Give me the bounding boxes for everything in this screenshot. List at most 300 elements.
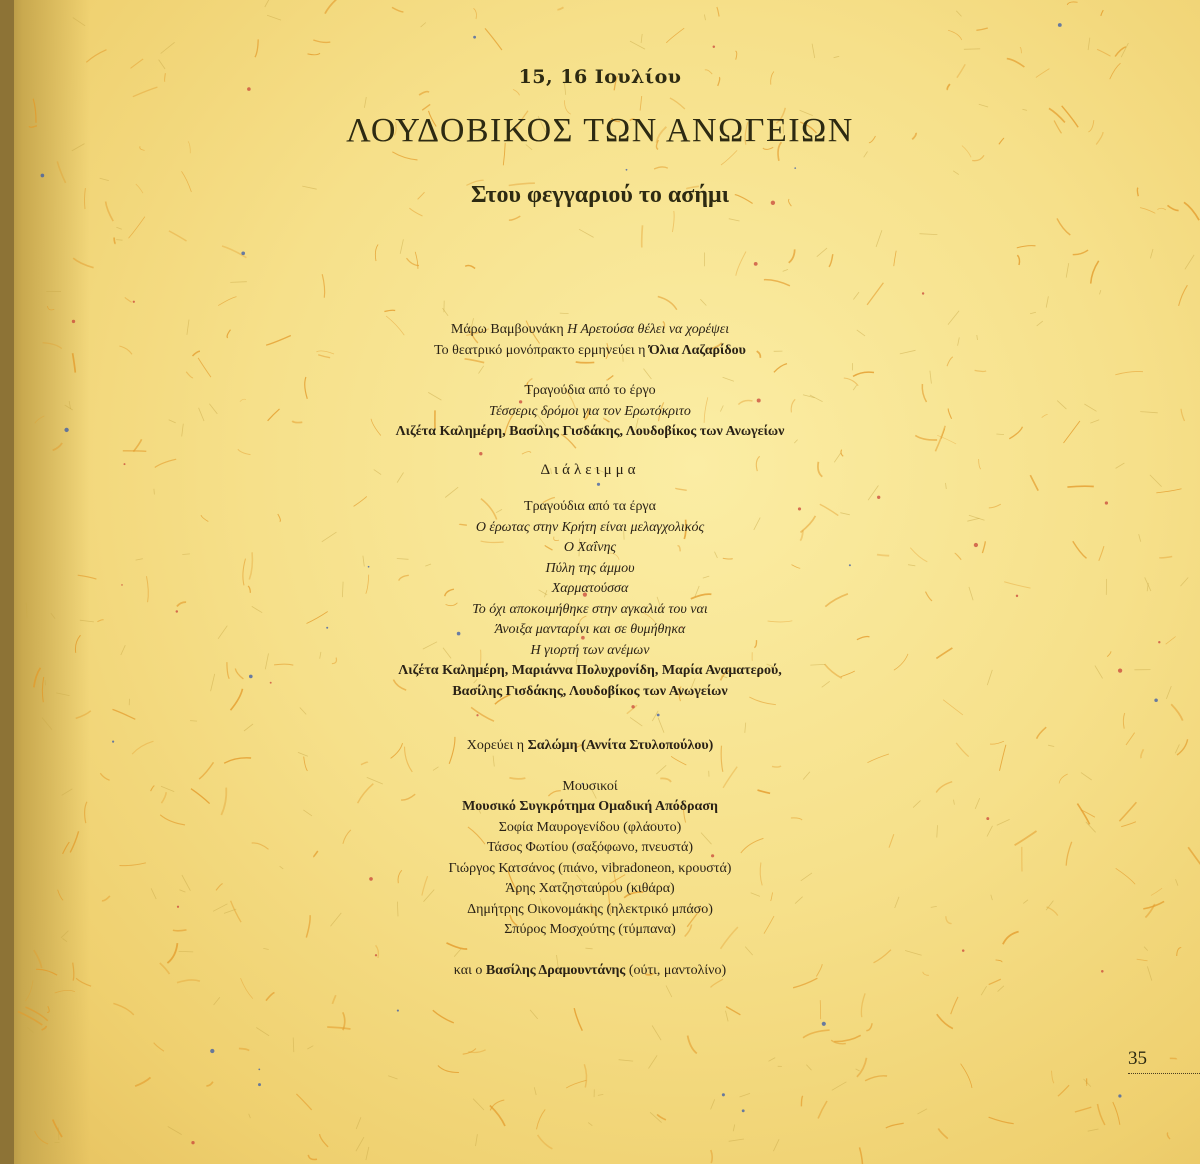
- paper-fiber: [313, 40, 330, 42]
- paper-fiber: [948, 409, 951, 419]
- paper-fiber-faint: [832, 1082, 847, 1091]
- paper-fiber-faint: [244, 724, 253, 731]
- paper-fiber-faint: [773, 1139, 779, 1151]
- paper-fleck: [626, 169, 628, 171]
- paper-fiber: [85, 802, 87, 823]
- paper-fiber-faint: [182, 424, 184, 437]
- paper-fiber: [726, 1007, 740, 1015]
- paper-fiber: [201, 515, 208, 522]
- paper-fiber: [318, 355, 330, 358]
- paper-fiber-faint: [817, 248, 827, 257]
- paper-fiber: [989, 1117, 1014, 1124]
- paper-fiber-faint: [918, 1109, 928, 1114]
- paper-fiber-faint: [1144, 947, 1148, 951]
- paper-fiber: [193, 351, 201, 356]
- paper-fiber: [654, 167, 668, 169]
- paper-fiber: [566, 1080, 586, 1088]
- paper-fleck: [1158, 641, 1160, 643]
- paper-fiber-faint: [991, 895, 993, 900]
- paper-fiber-faint: [63, 939, 68, 942]
- paper-fleck: [986, 817, 989, 820]
- paper-fiber: [392, 152, 417, 160]
- paper-fiber-faint: [116, 240, 122, 241]
- paper-fiber: [1159, 557, 1172, 558]
- paper-fiber-faint: [987, 826, 993, 837]
- paper-fiber: [307, 612, 328, 624]
- paper-fleck: [258, 1083, 261, 1086]
- paper-fiber: [910, 548, 927, 562]
- paper-fiber-faint: [711, 1099, 715, 1109]
- paper-fiber-faint: [1150, 249, 1153, 258]
- paper-fiber-faint: [953, 171, 959, 175]
- paper-fiber: [155, 459, 176, 467]
- paper-fiber: [961, 1064, 972, 1088]
- guest-instruments: (ούτι, μαντολίνο): [628, 962, 727, 978]
- paper-fiber-faint: [1150, 475, 1162, 487]
- paper-fiber: [943, 700, 963, 715]
- guest-prefix: και ο: [453, 962, 483, 978]
- paper-fiber: [1166, 637, 1176, 645]
- paper-fiber-faint: [169, 420, 176, 423]
- paper-fiber-faint: [263, 948, 268, 949]
- paper-fiber-faint: [579, 229, 594, 237]
- paper-fiber: [120, 863, 146, 866]
- paper-fiber: [325, 0, 343, 14]
- paper-fiber: [332, 995, 335, 1004]
- paper-fiber: [989, 504, 1001, 508]
- paper-fiber-faint: [783, 269, 788, 271]
- paper-fiber: [1097, 49, 1110, 56]
- paper-fleck: [473, 36, 476, 39]
- paper-fiber: [866, 1023, 872, 1030]
- paper-fiber-faint: [211, 674, 215, 691]
- musician: Άρης Χατζησταύρου (κιθάρα): [505, 881, 675, 896]
- musician: Γιώργος Κατσάνος (πιάνο, vibradoneon, κρουστά): [448, 860, 732, 876]
- paper-fiber-faint: [948, 311, 959, 325]
- paper-fiber-faint: [969, 587, 973, 600]
- paper-fiber-faint: [300, 708, 306, 715]
- paper-fiber: [224, 758, 251, 763]
- paper-fiber: [76, 978, 91, 986]
- paper-fiber-faint: [267, 15, 281, 20]
- paper-fiber-faint: [1166, 686, 1171, 699]
- paper-fiber: [327, 1027, 350, 1029]
- paper-fiber-faint: [218, 626, 227, 639]
- paper-fiber: [100, 773, 109, 780]
- paper-fiber-faint: [366, 1147, 369, 1160]
- paper-fiber: [938, 1129, 948, 1139]
- paper-fiber: [73, 353, 76, 372]
- paper-fiber: [658, 297, 677, 310]
- paper-fiber: [947, 357, 953, 366]
- paper-fiber-faint: [931, 906, 937, 907]
- paper-fiber-faint: [964, 49, 980, 50]
- paper-fiber: [1170, 1058, 1177, 1059]
- paper-fiber: [278, 514, 281, 522]
- part1-author: Μάρω Βαμβουνάκη: [450, 322, 564, 337]
- paper-fiber-faint: [996, 434, 1004, 435]
- paper-fiber-faint: [154, 489, 155, 495]
- paper-fiber: [306, 915, 310, 937]
- paper-fiber: [982, 541, 985, 553]
- paper-fiber: [1101, 10, 1103, 16]
- paper-fiber-faint: [729, 219, 740, 221]
- part1-author-line: [330, 320, 850, 341]
- part1-performer: Όλια Λαζαρίδου: [648, 342, 746, 358]
- paper-fiber-faint: [443, 308, 449, 316]
- paper-fleck: [121, 584, 123, 586]
- paper-fiber-faint: [1057, 401, 1066, 410]
- paper-fleck: [877, 496, 880, 499]
- paper-fiber: [956, 743, 969, 757]
- paper-fiber-faint: [812, 44, 815, 58]
- paper-fiber-faint: [1086, 822, 1096, 833]
- paper-fiber: [35, 1131, 49, 1144]
- musician: Τάσος Φωτίου (σαξόφωνο, πνευστά): [486, 840, 694, 855]
- paper-fleck: [112, 741, 114, 743]
- paper-fiber: [834, 1035, 860, 1041]
- paper-fiber: [433, 1010, 454, 1023]
- paper-fiber-faint: [298, 752, 308, 756]
- paper-fiber: [923, 972, 929, 976]
- part3-work: Το όχι αποκοιμήθηκε στην αγκαλιά του ναι: [472, 601, 708, 617]
- paper-fiber: [976, 28, 987, 30]
- paper-fiber: [151, 786, 155, 791]
- paper-fiber: [972, 155, 984, 160]
- paper-fleck: [1118, 1094, 1121, 1097]
- paper-fiber: [76, 711, 91, 719]
- paper-fiber: [666, 28, 684, 43]
- paper-fleck: [258, 1069, 260, 1071]
- paper-fiber: [1015, 831, 1037, 845]
- page-subtitle: Στου φεγγαριού το ασήμι: [470, 182, 730, 208]
- paper-fiber: [313, 851, 318, 857]
- paper-fleck: [794, 167, 796, 169]
- paper-fiber: [308, 1155, 317, 1160]
- paper-fleck: [822, 1022, 826, 1026]
- paper-fiber: [509, 216, 520, 220]
- paper-fiber: [1057, 218, 1070, 235]
- paper-fiber: [865, 1076, 887, 1081]
- paper-fiber: [829, 254, 833, 267]
- paper-fiber: [320, 1134, 329, 1147]
- paper-fiber: [874, 950, 892, 963]
- paper-fiber-faint: [116, 227, 121, 229]
- part3-performers-line2: Βασίλης Γισδάκης, Λουδοβίκος των Ανωγείων: [452, 683, 728, 699]
- paper-fiber: [474, 8, 477, 19]
- paper-fiber-faint: [857, 330, 865, 336]
- paper-fiber-faint: [265, 0, 269, 7]
- paper-fiber: [231, 901, 242, 923]
- paper-fiber: [1009, 427, 1022, 439]
- part3-work: Ο Χαΐνης: [563, 540, 617, 555]
- paper-fiber-faint: [151, 888, 156, 899]
- paper-fiber: [1017, 255, 1019, 265]
- paper-fiber-faint: [356, 1137, 364, 1151]
- paper-fiber: [97, 620, 103, 622]
- paper-fiber-faint: [975, 798, 980, 809]
- paper-fiber-faint: [666, 986, 672, 998]
- paper-fiber: [1067, 486, 1093, 487]
- paper-fiber: [58, 890, 64, 901]
- paper-fiber: [490, 1106, 505, 1127]
- paper-fiber: [877, 555, 889, 556]
- paper-fiber-faint: [981, 986, 986, 995]
- paper-fiber-faint: [1139, 534, 1141, 542]
- paper-fiber-faint: [834, 56, 840, 57]
- paper-fiber: [1141, 749, 1144, 758]
- paper-fiber: [820, 1000, 821, 1019]
- paper-fiber: [717, 7, 719, 16]
- paper-fiber: [853, 372, 874, 376]
- paper-fiber: [937, 1014, 953, 1028]
- paper-fiber-faint: [876, 230, 882, 247]
- paper-fiber: [537, 1109, 546, 1129]
- paper-fiber-faint: [179, 951, 194, 952]
- paper-fiber: [736, 252, 746, 276]
- paper-fiber: [818, 1101, 827, 1118]
- paper-fiber: [657, 1114, 666, 1120]
- paper-fiber-faint: [864, 152, 868, 158]
- paper-fiber: [936, 782, 952, 793]
- paper-fiber: [78, 575, 97, 579]
- paper-fiber: [935, 426, 945, 452]
- paper-fiber-faint: [100, 178, 109, 180]
- paper-fiber-faint: [908, 565, 915, 566]
- paper-fiber: [915, 435, 937, 440]
- paper-fiber-faint: [641, 34, 642, 43]
- paper-fiber-faint: [168, 1127, 182, 1135]
- paper-fiber: [584, 1064, 586, 1087]
- paper-fiber-faint: [161, 42, 175, 53]
- paper-fiber: [642, 225, 643, 247]
- paper-fiber-faint: [161, 786, 174, 791]
- paper-fiber: [1058, 1085, 1069, 1096]
- paper-fiber: [419, 92, 429, 95]
- paper-fiber-faint: [895, 897, 899, 908]
- paper-fiber: [990, 741, 1004, 744]
- paper-fiber: [154, 1043, 164, 1052]
- paper-fiber: [1119, 802, 1136, 821]
- paper-fiber-faint: [806, 1065, 811, 1071]
- page-number-rule: [1128, 1073, 1200, 1074]
- paper-fleck: [974, 543, 978, 547]
- paper-fiber: [123, 451, 147, 452]
- paper-fiber: [889, 834, 894, 848]
- paper-fiber: [239, 1049, 249, 1051]
- paper-fiber-faint: [726, 1011, 729, 1022]
- paper-fiber: [721, 150, 737, 165]
- paper-fiber-faint: [1100, 290, 1101, 294]
- paper-fiber: [114, 238, 115, 244]
- musical-ensemble: Μουσικό Συγκρότημα Ομαδική Απόδραση: [462, 799, 718, 814]
- part3-work: Ο έρωτας στην Κρήτη είναι μελαγχολικός: [475, 519, 705, 535]
- paper-fiber-faint: [280, 866, 284, 869]
- paper-fiber: [86, 50, 106, 63]
- paper-fiber: [384, 310, 395, 311]
- paper-fiber: [415, 252, 418, 269]
- paper-fiber: [266, 993, 275, 1001]
- paper-fiber: [803, 1030, 830, 1038]
- paper-fiber: [1000, 745, 1006, 771]
- paper-fiber-faint: [997, 819, 1010, 825]
- paper-fiber-faint: [1090, 420, 1099, 423]
- paper-fiber: [177, 980, 200, 983]
- paper-fleck: [713, 45, 715, 47]
- paper-fiber-faint: [560, 313, 569, 314]
- paper-fiber: [147, 576, 149, 602]
- paper-fiber: [948, 30, 962, 40]
- paper-fleck: [922, 292, 924, 294]
- paper-fiber: [465, 265, 475, 268]
- paper-fiber: [296, 1094, 311, 1110]
- paper-fiber: [42, 1026, 47, 1030]
- paper-fiber-faint: [136, 559, 143, 560]
- paper-fiber: [1073, 250, 1088, 255]
- paper-fiber-faint: [1185, 255, 1194, 269]
- part3-work: Χαρματούσσα: [551, 581, 629, 596]
- paper-fiber-faint: [704, 15, 705, 21]
- paper-fiber-faint: [182, 875, 191, 891]
- paper-fiber-faint: [56, 693, 69, 696]
- paper-fiber: [1042, 414, 1048, 417]
- paper-fiber: [375, 245, 378, 262]
- paper-fiber-faint: [51, 613, 55, 619]
- paper-fiber: [1126, 733, 1135, 745]
- paper-fiber: [438, 1066, 459, 1073]
- paper-fiber: [1067, 2, 1077, 5]
- paper-fiber: [235, 669, 243, 679]
- paper-fiber-faint: [652, 1026, 661, 1041]
- paper-fiber-faint: [209, 404, 217, 414]
- paper-fiber-faint: [969, 515, 985, 520]
- paper-fiber: [672, 211, 674, 232]
- paper-fiber: [867, 283, 883, 305]
- paper-fiber: [1121, 822, 1136, 827]
- paper-fiber: [42, 677, 43, 702]
- paper-fiber: [227, 662, 229, 679]
- paper-fleck: [133, 301, 135, 303]
- paper-fiber: [304, 757, 308, 771]
- part2-intro: Τραγούδια από το έργο: [524, 383, 656, 398]
- paper-fiber: [34, 950, 42, 968]
- paper-fiber: [125, 297, 132, 302]
- paper-fiber-faint: [256, 1028, 269, 1036]
- paper-fiber-faint: [534, 1087, 536, 1095]
- paper-fiber: [574, 1008, 582, 1031]
- paper-fleck: [1118, 668, 1122, 672]
- part3-work: Η γιορτή των ανέμων: [530, 642, 650, 658]
- paper-fiber: [53, 443, 62, 450]
- paper-fiber: [73, 963, 74, 981]
- paper-fiber-faint: [1095, 666, 1103, 679]
- paper-fiber: [129, 217, 145, 239]
- paper-fiber: [55, 990, 75, 993]
- paper-fiber: [857, 637, 870, 640]
- paper-fiber-faint: [598, 1094, 603, 1095]
- paper-fiber: [1047, 907, 1058, 916]
- paper-fiber: [119, 346, 132, 354]
- paper-fiber: [102, 896, 110, 901]
- paper-fiber: [1116, 868, 1136, 884]
- musician: Σπύρος Μοσχούτης (τύμπανα): [504, 922, 676, 937]
- paper-fleck: [1154, 699, 1158, 703]
- paper-fiber: [227, 330, 230, 338]
- paper-fiber-faint: [293, 1038, 294, 1053]
- paper-fiber: [1167, 1133, 1170, 1140]
- paper-fiber: [1091, 261, 1099, 284]
- paper-fiber-faint: [1140, 412, 1157, 413]
- paper-fiber: [70, 831, 78, 852]
- paper-fiber: [951, 997, 958, 1014]
- paper-fiber: [857, 1058, 867, 1077]
- paper-fiber: [198, 358, 211, 377]
- paper-fiber-faint: [913, 801, 920, 808]
- paper-fiber-faint: [1181, 578, 1189, 587]
- paper-fleck: [64, 428, 68, 432]
- paper-fiber-faint: [190, 721, 197, 722]
- paper-fiber: [133, 87, 158, 97]
- paper-fiber: [216, 884, 223, 891]
- paper-fiber-faint: [73, 18, 85, 26]
- paper-fiber-faint: [530, 1010, 538, 1019]
- guest-musician-line: [330, 961, 850, 982]
- paper-fiber-faint: [364, 97, 366, 108]
- paper-fiber-faint: [65, 405, 73, 410]
- paper-fiber: [789, 249, 795, 262]
- part1-work: Η Αρετούσα θέλει να χορέψει: [567, 322, 730, 337]
- paper-fiber-faint: [224, 909, 236, 913]
- part3-work: Πύλη της άμμου: [545, 560, 635, 576]
- paper-fiber: [409, 208, 422, 216]
- paper-fiber: [36, 969, 57, 975]
- paper-fiber: [670, 98, 685, 109]
- paper-fiber: [538, 1135, 553, 1149]
- part1-performer-line: [330, 341, 850, 362]
- paper-fiber-faint: [187, 320, 189, 335]
- paper-fiber-faint: [252, 606, 262, 612]
- paper-fiber: [243, 559, 246, 586]
- intermission-label: Διάλειμμα: [540, 461, 640, 478]
- paper-fleck: [1105, 501, 1108, 504]
- paper-fiber-faint: [400, 239, 403, 254]
- paper-fiber: [736, 51, 737, 60]
- paper-fiber-faint: [473, 1099, 484, 1110]
- paper-fiber-faint: [303, 810, 312, 816]
- paper-fiber-faint: [1121, 43, 1128, 57]
- paper-fiber-faint: [979, 104, 988, 107]
- paper-fiber: [221, 788, 226, 815]
- dance-line: [330, 736, 850, 757]
- paper-fleck: [326, 627, 328, 629]
- paper-fiber-faint: [588, 1123, 592, 1126]
- paper-fiber-faint: [769, 1058, 776, 1062]
- paper-fiber-faint: [42, 718, 52, 730]
- paper-fiber-faint: [1023, 109, 1028, 110]
- paper-fleck: [754, 262, 758, 266]
- part2-performers: Λιζέτα Καλημέρη, Βασίλης Γισδάκης, Λουδοβίκος των Ανωγείων: [395, 424, 785, 439]
- event-date: 15, 16 Ιουλίου: [518, 66, 682, 88]
- dance-prefix: Χορεύει η: [466, 738, 525, 753]
- paper-fiber: [266, 336, 291, 346]
- paper-fiber: [274, 664, 293, 665]
- paper-fiber: [47, 1006, 49, 1012]
- paper-fleck: [177, 906, 179, 908]
- paper-fiber-faint: [954, 800, 955, 805]
- paper-fiber: [249, 552, 252, 579]
- paper-fleck: [176, 610, 178, 612]
- paper-fleck: [397, 1010, 399, 1012]
